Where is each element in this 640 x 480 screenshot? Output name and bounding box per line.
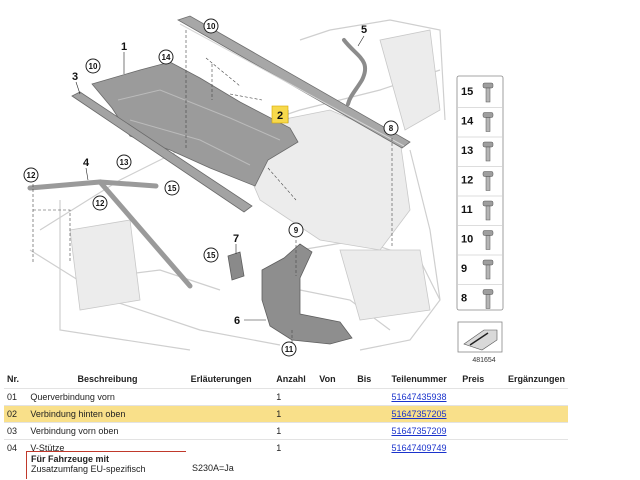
svg-text:10: 10	[206, 22, 216, 31]
header-ergaenzungen: Ergänzungen	[507, 374, 565, 384]
fastener-number: 9	[461, 263, 468, 275]
note-code: S230A=Ja	[192, 463, 234, 473]
svg-text:12: 12	[95, 199, 105, 208]
header-teilenummer: Teilenummer	[391, 374, 447, 384]
row-nr: 03	[4, 423, 27, 440]
row-quantity: 1	[273, 423, 316, 440]
label-part-3: 3	[71, 71, 79, 83]
fastener-number: 15	[461, 86, 474, 98]
row-description: V-Stütze	[27, 440, 187, 457]
screw-icon	[483, 142, 493, 147]
fastener-number: 10	[461, 233, 474, 246]
header-bis: Bis	[357, 374, 372, 384]
part-number-link[interactable]: 51647409749	[391, 443, 447, 453]
callout-14	[159, 50, 173, 64]
part-number-link[interactable]: 51647357209	[391, 426, 447, 436]
svg-text:10: 10	[88, 62, 98, 71]
callout-8	[384, 121, 398, 135]
svg-text:13: 13	[119, 158, 129, 167]
note-text: Zusatzumfang EU-spezifisch	[31, 464, 146, 474]
fastener-sidebar	[457, 76, 503, 364]
header-anzahl: Anzahl	[276, 374, 306, 384]
row-nr: 02	[4, 406, 27, 423]
callout-15-mid	[165, 181, 179, 195]
svg-text:8: 8	[388, 124, 394, 133]
row-nr: 04	[4, 440, 27, 457]
label-part-4: 4	[82, 157, 90, 169]
table-row-selected[interactable]	[4, 406, 568, 423]
row-quantity: 1	[273, 440, 316, 457]
callout-10-left	[86, 59, 100, 73]
screw-icon	[483, 290, 493, 295]
row-quantity: 1	[273, 406, 316, 423]
parts-table	[4, 370, 568, 456]
svg-text:12: 12	[26, 171, 36, 180]
part-small-bracket	[228, 252, 244, 280]
header-von: Von	[319, 374, 336, 384]
row-quantity: 1	[273, 389, 316, 406]
callout-11	[282, 342, 296, 356]
row-description: Querverbindung vorn	[27, 389, 187, 406]
label-part-2-highlight	[272, 106, 288, 123]
table-row[interactable]	[4, 389, 568, 406]
table-header-row	[4, 370, 568, 389]
screw-icon	[483, 83, 493, 88]
fastener-number: 14	[461, 115, 474, 128]
screw-icon	[483, 201, 493, 206]
label-part-1: 1	[120, 41, 128, 53]
row-description: Verbindung hinten oben	[27, 406, 187, 423]
screw-icon	[483, 172, 493, 177]
svg-text:9: 9	[293, 226, 299, 235]
note-title: Für Fahrzeuge mit	[31, 454, 110, 464]
part-number-link[interactable]: 51647357205	[391, 409, 447, 419]
callout-12-left	[24, 168, 38, 182]
fastener-number: 11	[461, 204, 473, 216]
header-nr: Nr.	[7, 374, 20, 384]
callout-13	[117, 155, 131, 169]
screw-icon	[483, 113, 493, 118]
vehicle-condition-note	[26, 451, 186, 479]
svg-text:11: 11	[284, 345, 294, 354]
svg-text:14: 14	[161, 53, 171, 62]
row-nr: 01	[4, 389, 27, 406]
svg-text:15: 15	[206, 251, 216, 260]
fastener-number: 12	[461, 174, 474, 187]
part-bracket-assembly	[262, 244, 352, 344]
callout-10-top	[204, 19, 218, 33]
label-part-2: 2	[276, 110, 284, 122]
callout-12-mid	[93, 196, 107, 210]
header-erlaeuterungen: Erläuterungen	[190, 374, 252, 384]
callout-15-lower	[204, 248, 218, 262]
part-number-link[interactable]: 51647435938	[391, 392, 447, 402]
fastener-number: 13	[461, 145, 474, 157]
header-beschreibung: Beschreibung	[77, 374, 138, 384]
header-preis: Preis	[462, 374, 485, 384]
table-row[interactable]	[4, 423, 568, 440]
label-part-7: 7	[232, 233, 240, 245]
svg-text:15: 15	[167, 184, 177, 193]
screw-icon	[483, 231, 493, 236]
figure-number: 481654	[472, 357, 496, 364]
fastener-number: 8	[461, 292, 468, 305]
label-part-5: 5	[360, 24, 368, 36]
label-part-6: 6	[233, 315, 241, 327]
screw-icon	[483, 260, 493, 265]
callout-9	[289, 223, 303, 237]
row-description: Verbindung vorn oben	[27, 423, 187, 440]
